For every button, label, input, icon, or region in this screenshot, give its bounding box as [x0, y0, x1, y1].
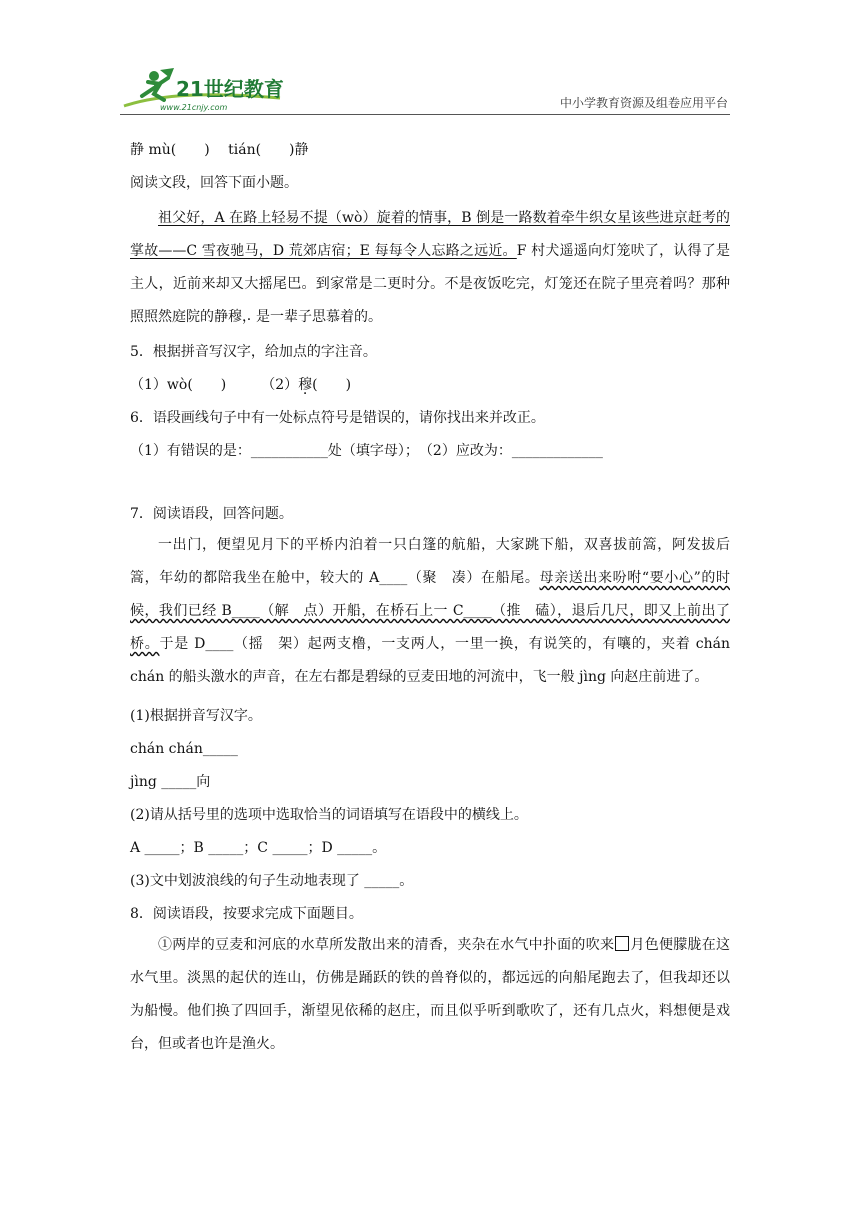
question-8: 8．阅读语段，按要求完成下面题目。 [130, 906, 363, 922]
passage-2-end: 于是 D____（摇 架）起两支橹，一支两人，一里一换，有说笑的，有嚷的，夹着 chán chán 的船头激水的声音，在左右都是碧绿的豆麦田地的河流中，飞一般 jìng 向赵庄前进了。 [130, 636, 731, 685]
q5-part2: ( ) [312, 377, 352, 393]
q5-dotted-char: 穆 [298, 377, 313, 393]
pinyin-line: 静 mù( ) tián( )静 [130, 142, 309, 158]
question-7-1: (1)根据拼音写汉字。 [130, 708, 262, 724]
question-7: 7．阅读语段，回答问题。 [130, 506, 293, 522]
platform-name: 中小学教育资源及组卷应用平台 [559, 96, 728, 110]
logo-url: www.21cnjy.com [160, 103, 228, 112]
q5-part1: （1）wò( ) （2） [130, 377, 299, 393]
question-7-1-b: jìng _____向 [130, 774, 211, 790]
page-header [120, 64, 730, 120]
header-divider [120, 114, 730, 115]
question-7-3: (3)文中划波浪线的句子生动地表现了 _____。 [130, 873, 414, 889]
logo-text: 21世纪教育 [176, 77, 284, 101]
passage-2 [130, 529, 730, 694]
question-6: 6．语段画线句子中有一处标点符号是错误的，请你找出来并改正。 [130, 410, 545, 426]
passage-3-start: ①两岸的豆麦和河底的水草所发散出来的清香，夹杂在水气中扑面的吹来 [158, 937, 615, 953]
site-logo [120, 64, 300, 116]
question-7-1-a: chán chán_____ [130, 741, 238, 757]
question-7-2-answers: A _____；B _____；C _____；D _____。 [130, 840, 387, 856]
passage-3 [130, 929, 730, 1061]
passage-2-start: 一出门，便望见月下的平桥内泊着一只白篷的航船，大家跳下船，双喜拔前篙，阿发拔后篙，年幼的都陪我坐在舱中，较大的 A____（聚 凑）在船尾。 [130, 537, 730, 586]
passage-3-end: 月色便朦胧在这水气里。淡黑的起伏的连山，仿佛是踊跃的铁的兽脊似的，都远远的向船尾跑去了，但我却还以为船慢。他们换了四回手，渐望见依稀的赵庄，而且似乎听到歌吹了，还有几点火，料想便是戏台，但或者也许是渔火。 [130, 937, 730, 1052]
passage-1-end: ，是一辈子思慕着的。 [242, 309, 382, 325]
reading-instruction: 阅读文段，回答下面小题。 [130, 175, 298, 191]
question-7-2: (2)请从括号里的选项中选取恰当的词语填写在语段中的横线上。 [130, 807, 528, 823]
document-body [130, 138, 730, 1061]
passage-1 [130, 202, 730, 334]
passage-1-rest: F 村犬遥遥向灯笼吠了，认得了是主人，近前来却又大摇尾巴。到家常是二更时分。不是夜饭吃完，灯笼还在院子里亮着吗？那种照照然庭院的静 [130, 243, 730, 325]
passage-2-wavy: 母亲送出来吩咐“要小心”的时候，我们已经 B____（解 点）开船，在桥石上一 C____（推 磕），退后几尺，即又上前出了桥。 [130, 570, 730, 652]
question-5-answers [130, 375, 730, 396]
passage-1-dotted-char: 穆 · [228, 309, 242, 325]
question-5: 5．根据拼音写汉字，给加点的字注音。 [130, 344, 377, 360]
passage-1-underlined: 祖父好，A 在路上轻易不提（wò）旋着的情事，B 倒是一路数着牵牛织女星该些进京赶考的掌故——C 雪夜驰马，D 荒郊店宿；E 每每令人忘路之远近。 [130, 210, 730, 259]
question-6-answers: （1）有错误的是：___________处（填字母）； （2）应改为：_____________ [130, 443, 603, 459]
missing-punctuation-box [615, 936, 629, 951]
